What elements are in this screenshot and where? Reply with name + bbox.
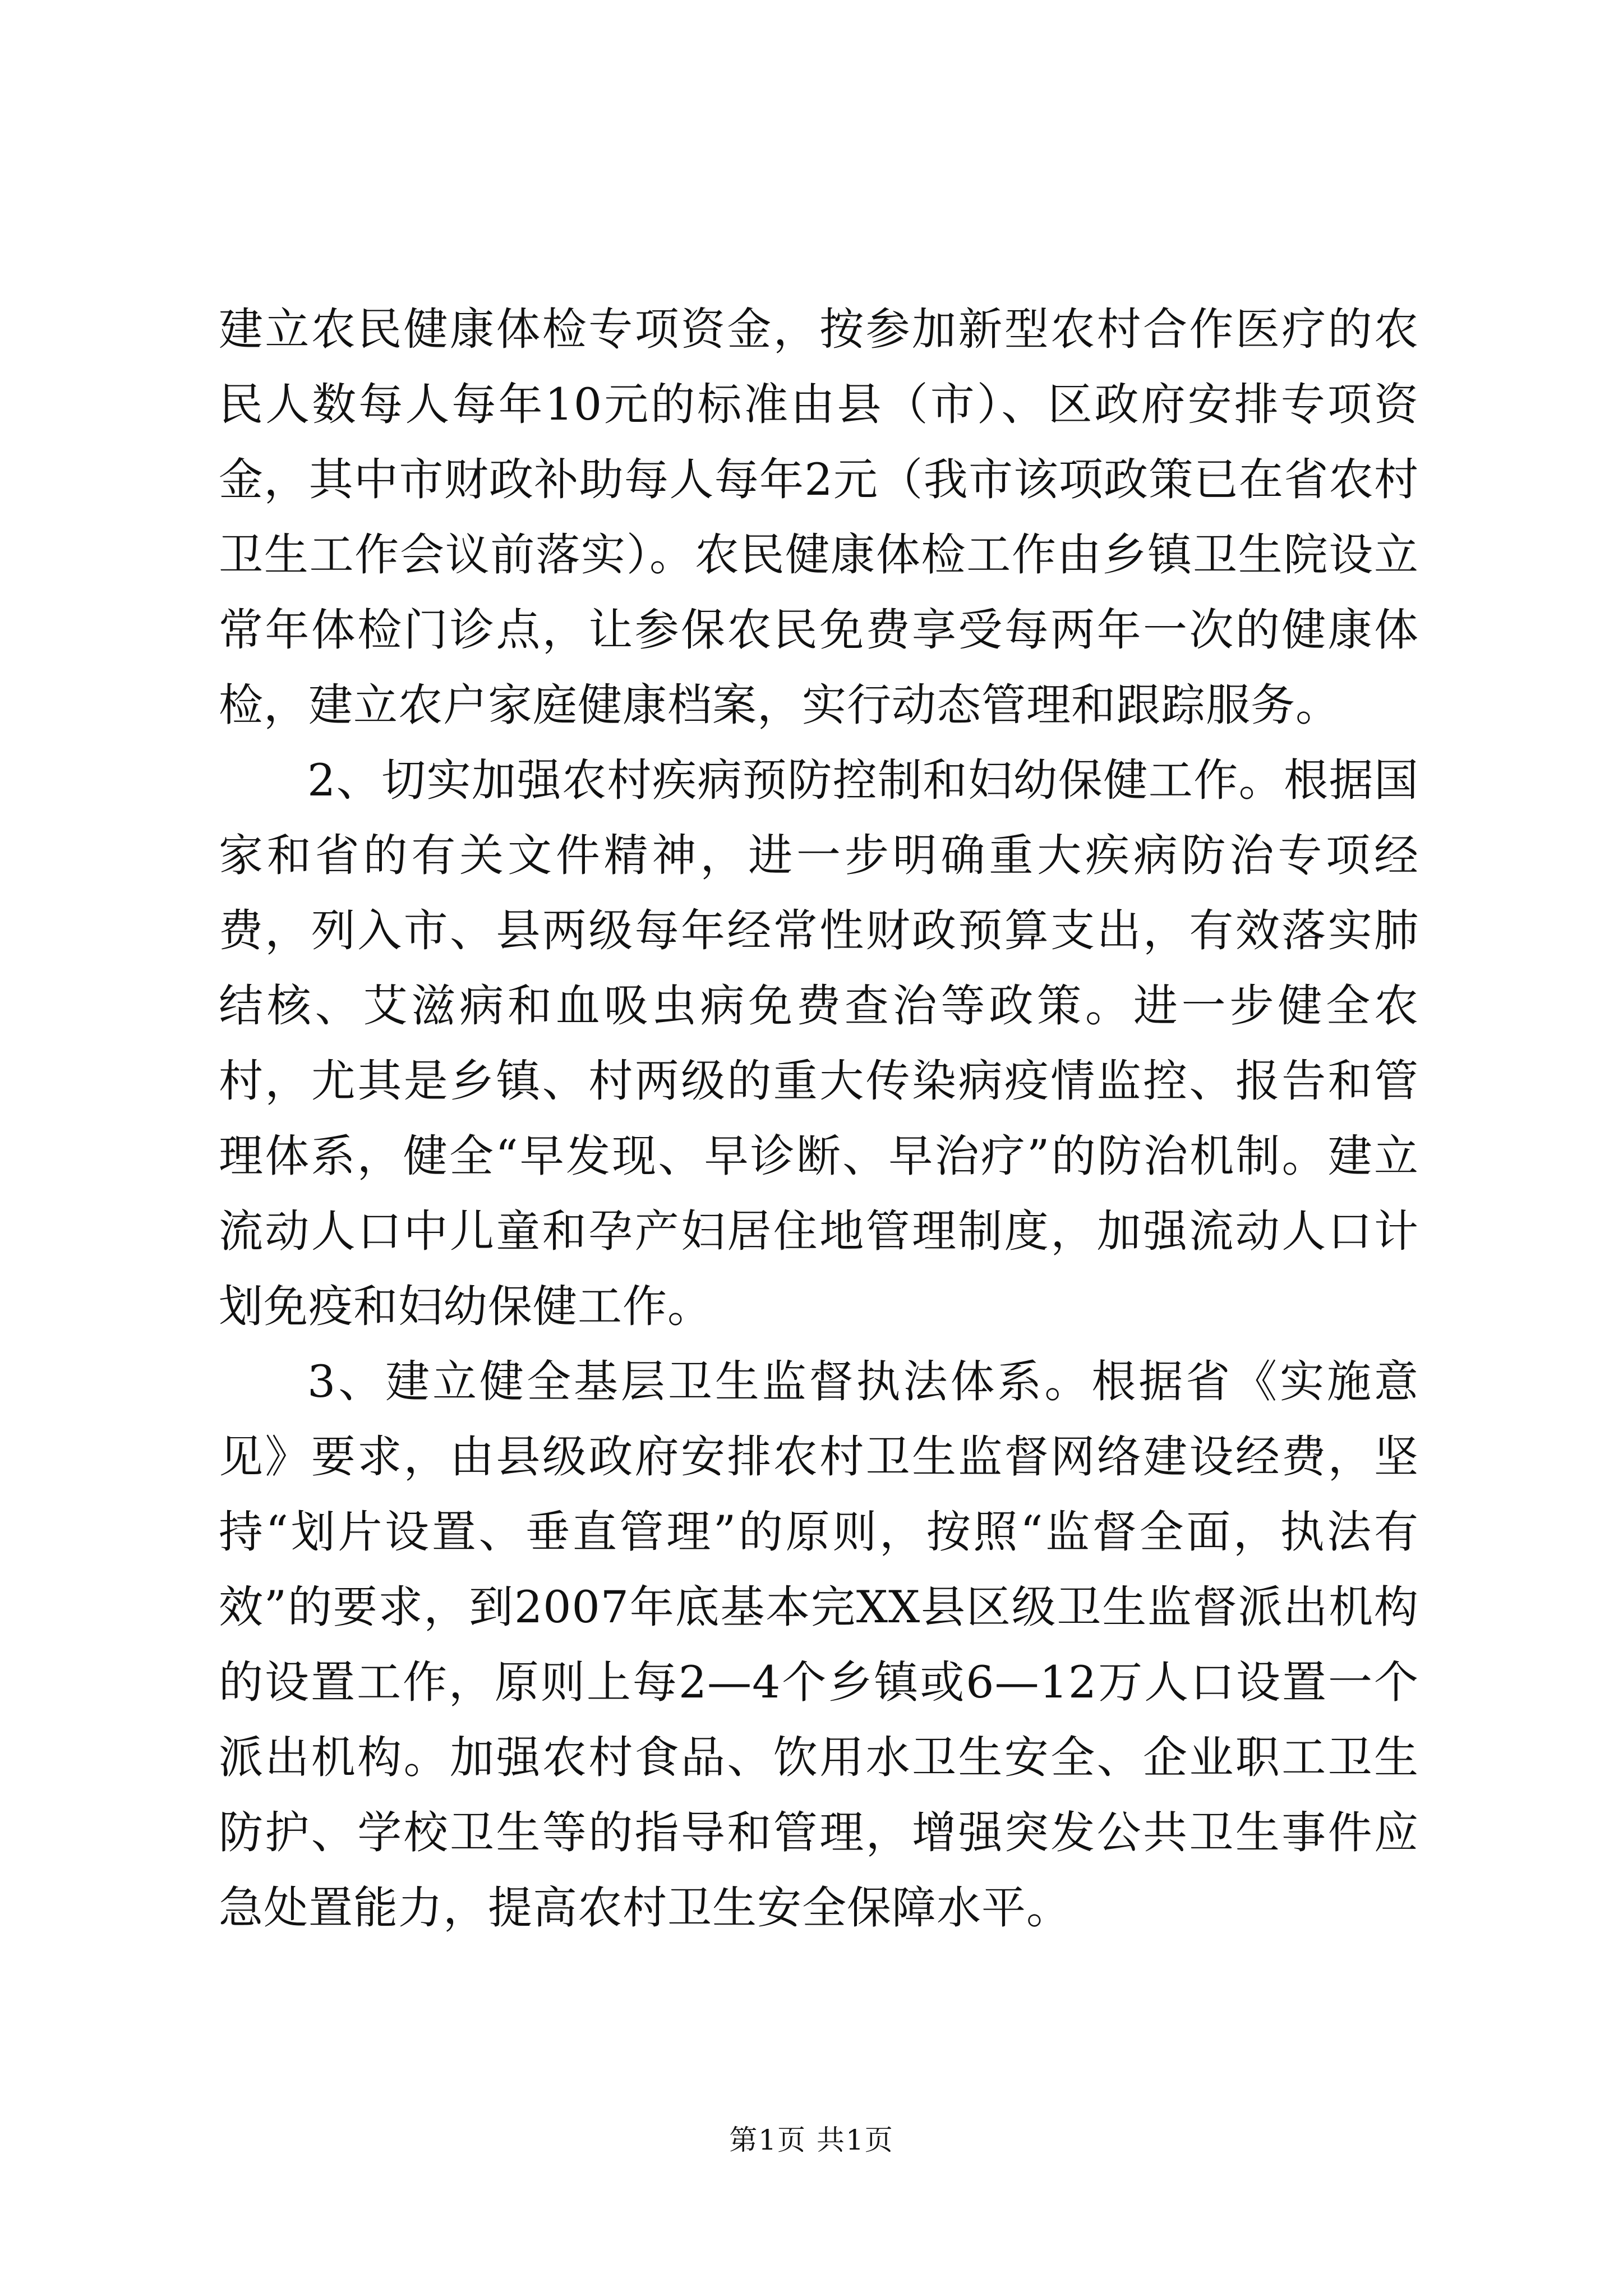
paragraph-health-supervision: 3、建立健全基层卫生监督执法体系。根据省《实施意见》要求，由县级政府安排农村卫生监督网络建设经费，坚持“划片设置、垂直管理”的原则，按照“监督全面，执法有效”的要求，到2007年底基本完XX县区级卫生监督派出机构的设置工作，原则上每2—4个乡镇或6—12万人口设置一个派出机构。加强农村食品、饮用水卫生安全、企业职工卫生防护、学校卫生等的指导和管理，增强突发公共卫生事件应急处置能力，提高农村卫生安全保障水平。: [219, 1356, 1419, 1934]
document-body: [219, 292, 1419, 1945]
paragraph-disease-prevention: 2、切实加强农村疾病预防控制和妇幼保健工作。根据国家和省的有关文件精神，进一步明确重大疾病防治专项经费，列入市、县两级每年经常性财政预算支出，有效落实肺结核、艾滋病和血吸虫病免费查治等政策。进一步健全农村，尤其是乡镇、村两级的重大传染病疫情监控、报告和管理体系，健全“早发现、早诊断、早治疗”的防治机制。建立流动人口中儿童和孕产妇居住地管理制度，加强流动人口计划免疫和妇幼保健工作。: [219, 754, 1419, 1332]
paragraph-health-checkup-fund: 建立农民健康体检专项资金，按参加新型农村合作医疗的农民人数每人每年10元的标准由县（市）、区政府安排专项资金，其中市财政补助每人每年2元（我市该项政策已在省农村卫生工作会议前落实）。农民健康体检工作由乡镇卫生院设立常年体检门诊点，让参保农民免费享受每两年一次的健康体检，建立农户家庭健康档案，实行动态管理和跟踪服务。: [219, 303, 1419, 731]
page-number-footer: 第1页 共1页: [729, 2124, 894, 2156]
